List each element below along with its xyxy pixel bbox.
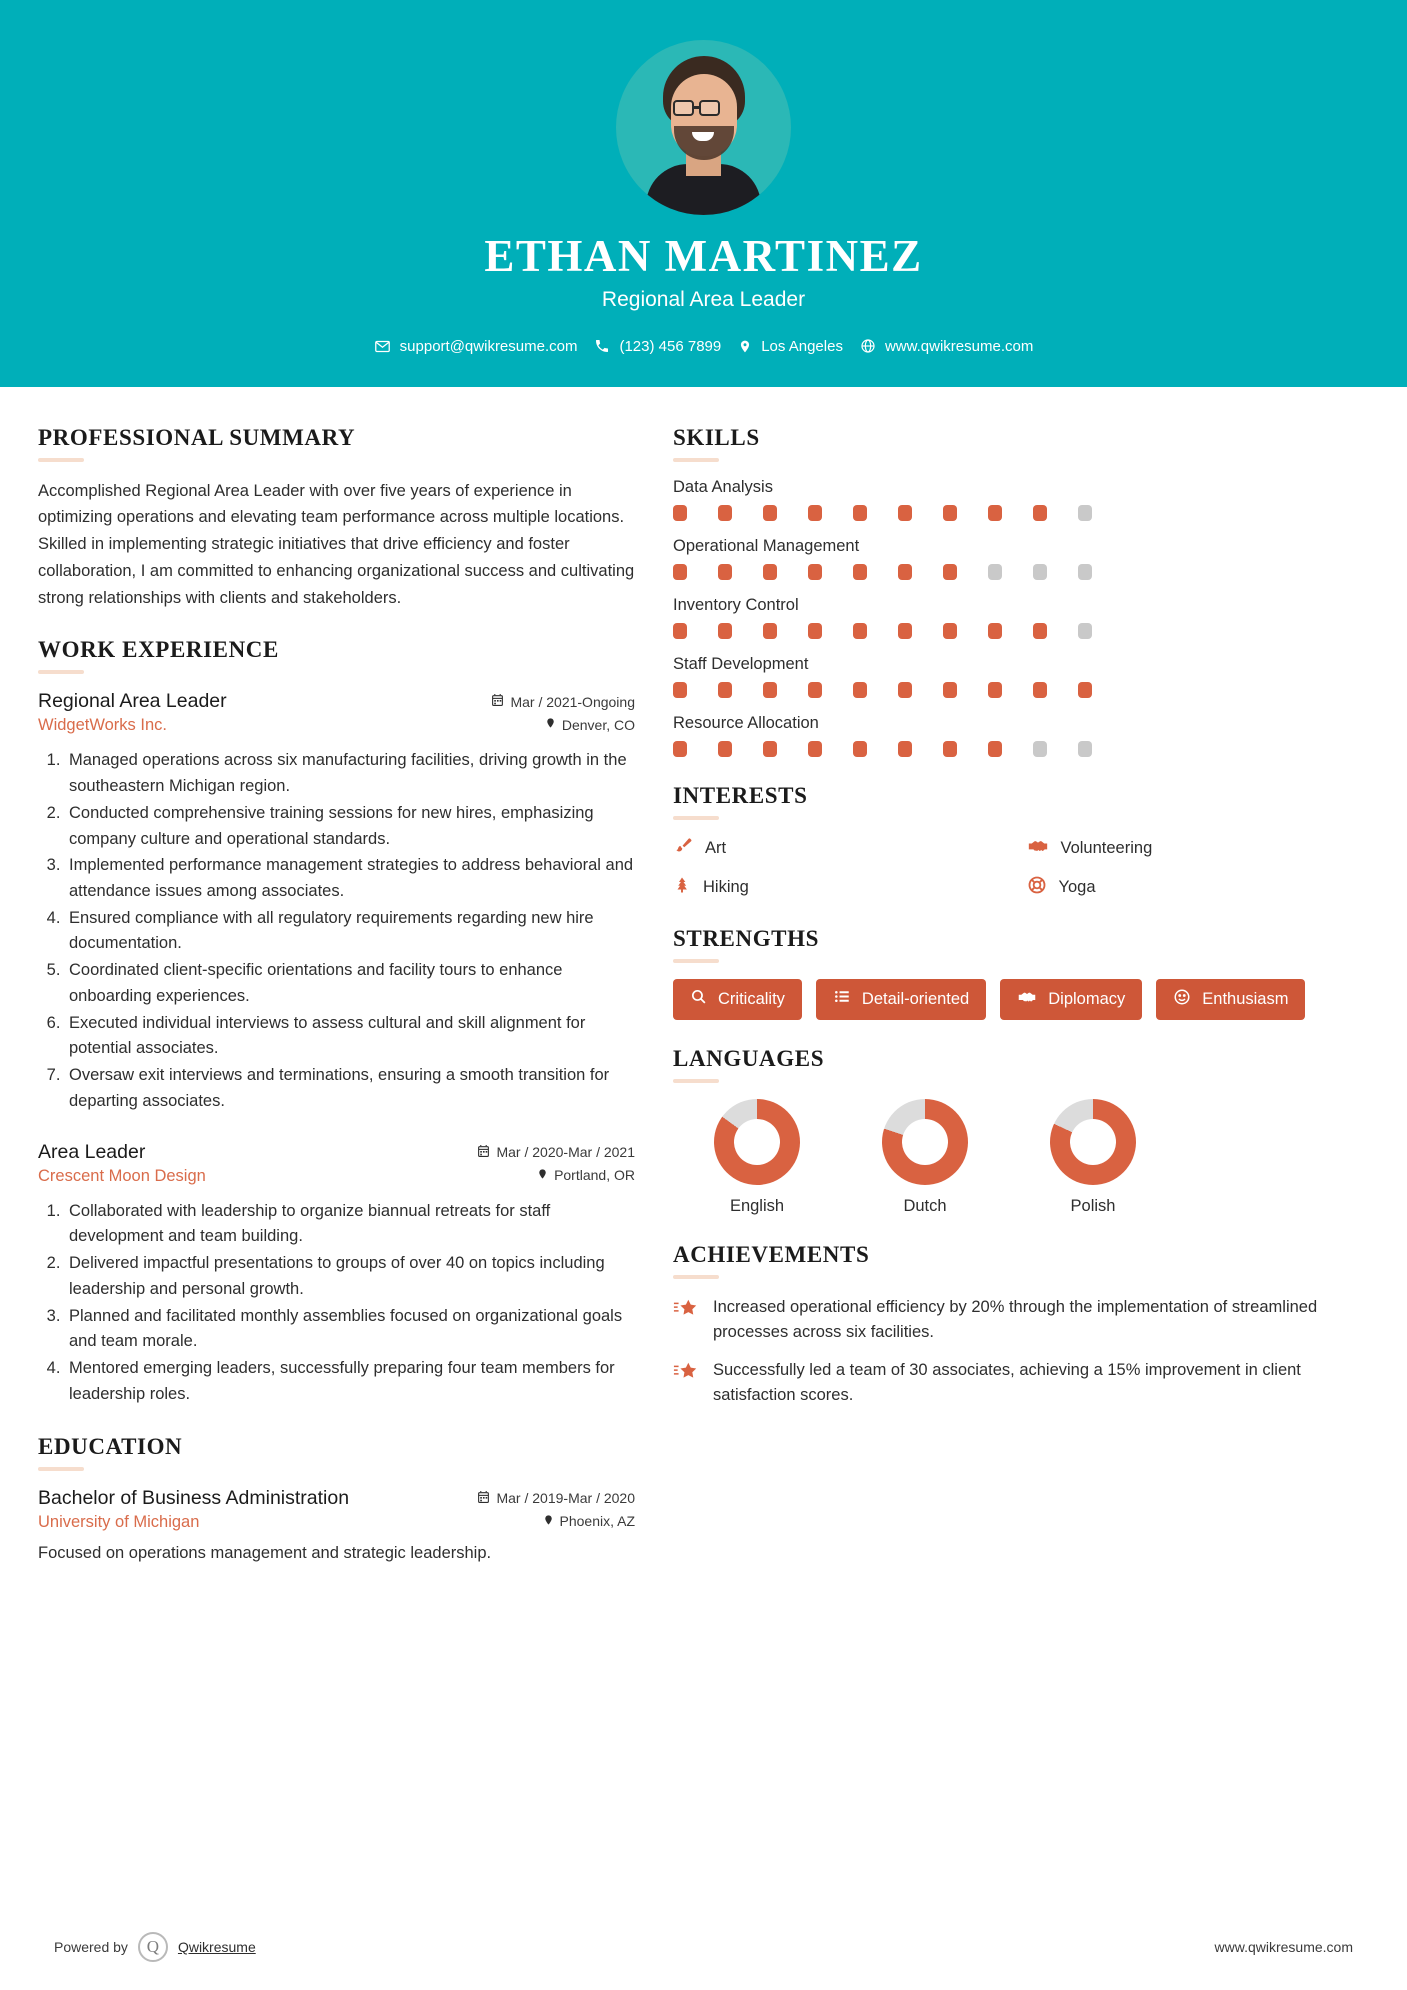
work-bullets: [38, 748, 635, 1114]
pin-icon: [738, 338, 752, 355]
skill-dot-filled: [988, 682, 1002, 698]
qwikresume-brand-link[interactable]: Qwikresume: [177, 1939, 256, 1955]
skill-dot-filled: [898, 623, 912, 639]
mail-icon: [374, 338, 391, 355]
skill-dot-filled: [808, 741, 822, 757]
achievement-text: Successfully led a team of 30 associates, achieving a 15% improvement in client satisfaction scores.: [713, 1361, 1301, 1404]
paintbrush-icon: [673, 836, 693, 861]
skill-label: Staff Development: [673, 654, 809, 673]
skill-dot-filled: [853, 623, 867, 639]
skill-dot-filled: [1033, 623, 1047, 639]
education-description: Focused on operations management and strategic leadership.: [38, 1543, 492, 1562]
work-company: WidgetWorks Inc.: [38, 716, 167, 735]
skill-dot-filled: [763, 682, 777, 698]
interest-label: Hiking: [703, 877, 749, 896]
skill-item: [673, 655, 1370, 698]
skill-rating: [673, 623, 1370, 639]
footer-website[interactable]: www.qwikresume.com: [1214, 1939, 1353, 1955]
skill-dot-filled: [853, 505, 867, 521]
contact-bar: [0, 338, 1407, 355]
skill-dot-filled: [898, 682, 912, 698]
list-item: 6. Executed individual interviews to assess cultural and skill alignment for potential associates.: [65, 1011, 635, 1062]
skill-label: Resource Allocation: [673, 713, 819, 732]
language-donut: [1050, 1099, 1136, 1185]
skill-dot-filled: [808, 682, 822, 698]
skill-dot-filled: [673, 623, 687, 639]
interest-item: [1027, 875, 1371, 900]
section-interests: [673, 783, 1370, 900]
skill-label: Inventory Control: [673, 595, 799, 614]
candidate-role: Regional Area Leader: [601, 287, 806, 311]
globe-icon: [860, 338, 876, 354]
education-degree: Bachelor of Business Administration: [38, 1486, 350, 1509]
achievement-item: [673, 1358, 1370, 1408]
left-column: [38, 425, 635, 1592]
phone-icon: [594, 338, 610, 354]
skill-dot-filled: [763, 505, 777, 521]
section-divider: [673, 1079, 719, 1083]
work-title: Regional Area Leader: [38, 690, 227, 713]
list-item: 1. Collaborated with leadership to organize biannual retreats for staff development and team building.: [65, 1199, 635, 1250]
skill-dot-filled: [853, 564, 867, 580]
list-item: 1. Managed operations across six manufacturing facilities, driving growth in the southeastern Michigan region.: [65, 748, 635, 799]
work-dates: [491, 693, 635, 710]
resume-body: [0, 387, 1407, 1592]
footer-powered-by-label: Powered by: [54, 1939, 128, 1955]
skill-dot-filled: [808, 505, 822, 521]
skill-dot-filled: [673, 505, 687, 521]
skill-dot-empty: [1078, 505, 1092, 521]
handshake-icon: [1017, 988, 1037, 1011]
contact-website[interactable]: [860, 338, 1033, 355]
list-item: 2. Conducted comprehensive training sessions for new hires, emphasizing company culture and operational standards.: [65, 801, 635, 852]
skill-dot-filled: [988, 623, 1002, 639]
contact-location[interactable]: [738, 338, 843, 355]
skill-dot-filled: [808, 564, 822, 580]
interest-item: [1027, 836, 1371, 861]
skill-dot-filled: [898, 505, 912, 521]
pin-icon: [543, 1513, 554, 1530]
resume-header: [0, 0, 1407, 387]
calendar-icon: [491, 693, 504, 710]
skill-dot-filled: [853, 741, 867, 757]
achievements-heading: ACHIEVEMENTS: [673, 1241, 870, 1267]
contact-phone[interactable]: [594, 338, 721, 355]
skill-dot-filled: [673, 741, 687, 757]
education-dates-text: Mar / 2019-Mar / 2020: [496, 1490, 635, 1506]
skill-dot-filled: [943, 505, 957, 521]
skill-dot-filled: [943, 623, 957, 639]
strength-badge: [1156, 979, 1305, 1020]
interest-label: Volunteering: [1060, 838, 1153, 857]
skill-dot-empty: [988, 564, 1002, 580]
summary-text: Accomplished Regional Area Leader with over five years of experience in optimizing operations and elevating team performance across multiple locations. Skilled in implementing strategic initiatives that drive efficiency and foster collaboration, I am committed to enhancing organizational success and cultivating strong relationships with clients and stakeholders.: [38, 481, 635, 607]
skill-label: Operational Management: [673, 536, 860, 555]
skill-dot-empty: [1078, 564, 1092, 580]
education-location-text: Phoenix, AZ: [559, 1513, 635, 1529]
section-achievements: [673, 1242, 1370, 1408]
work-title: Area Leader: [38, 1140, 146, 1163]
work-location: [545, 716, 635, 733]
work-heading: WORK EXPERIENCE: [38, 637, 279, 663]
interest-item: [673, 875, 1017, 900]
work-entry: [38, 690, 635, 1114]
education-heading: EDUCATION: [38, 1433, 183, 1459]
skill-dot-filled: [1033, 505, 1047, 521]
strength-badge: [673, 979, 802, 1020]
skill-item: [673, 537, 1370, 580]
skill-dot-filled: [988, 505, 1002, 521]
work-entry: [38, 1141, 635, 1408]
skill-dot-filled: [898, 741, 912, 757]
skill-dot-filled: [763, 623, 777, 639]
strength-badge: [816, 979, 986, 1020]
achievement-text: Increased operational efficiency by 20% through the implementation of streamlined processes across six facilities.: [713, 1297, 1318, 1341]
education-location: [543, 1513, 636, 1530]
education-school: University of Michigan: [38, 1512, 200, 1531]
section-divider: [673, 458, 719, 462]
skill-rating: [673, 505, 1370, 521]
contact-phone-text: (123) 456 7899: [619, 337, 722, 355]
calendar-icon: [477, 1490, 490, 1507]
list-item: 2. Delivered impactful presentations to groups of over 40 on topics including leadership and personal growth.: [65, 1251, 635, 1302]
list-icon: [833, 988, 851, 1010]
work-location-text: Denver, CO: [561, 716, 635, 733]
language-label: Polish: [1070, 1196, 1116, 1215]
skill-dot-filled: [718, 623, 732, 639]
pin-icon: [545, 716, 556, 733]
strength-badge: [1000, 979, 1142, 1020]
qwikresume-logo-icon: Q: [138, 1932, 168, 1962]
work-dates-text: Mar / 2021-Ongoing: [510, 693, 635, 710]
work-location: [537, 1167, 635, 1184]
pin-icon: [537, 1167, 548, 1184]
skill-item: [673, 714, 1370, 757]
candidate-name: ETHAN MARTINEZ: [484, 231, 923, 281]
skill-dot-filled: [1078, 682, 1092, 698]
list-item: 5. Coordinated client-specific orientations and facility tours to enhance onboarding experiences.: [65, 958, 635, 1009]
skill-dot-filled: [898, 564, 912, 580]
skill-dot-filled: [808, 623, 822, 639]
calendar-icon: [477, 1144, 490, 1161]
skill-dot-filled: [718, 682, 732, 698]
language-item: [673, 1099, 841, 1216]
skill-dot-empty: [1078, 623, 1092, 639]
list-item: 4. Mentored emerging leaders, successfully preparing four team members for leadership roles.: [65, 1356, 635, 1407]
skill-dot-filled: [943, 741, 957, 757]
lifebuoy-icon: [1027, 875, 1047, 900]
skill-rating: [673, 741, 1370, 757]
skill-dot-filled: [943, 564, 957, 580]
section-divider: [673, 816, 719, 820]
work-company: Crescent Moon Design: [38, 1166, 206, 1185]
work-dates-text: Mar / 2020-Mar / 2021: [496, 1144, 635, 1161]
list-item: 4. Ensured compliance with all regulatory requirements regarding new hire documentation.: [65, 906, 635, 957]
contact-location-text: Los Angeles: [761, 337, 843, 355]
tree-icon: [673, 875, 691, 900]
skill-dot-filled: [718, 505, 732, 521]
strength-label: Diplomacy: [1048, 989, 1126, 1008]
section-divider: [38, 1467, 84, 1471]
contact-website-text: www.qwikresume.com: [884, 337, 1034, 355]
skills-heading: SKILLS: [673, 424, 760, 450]
right-column: [673, 425, 1370, 1434]
list-item: 7. Oversaw exit interviews and terminations, ensuring a smooth transition for departing associates.: [65, 1063, 635, 1114]
education-dates: [477, 1490, 635, 1507]
skill-dot-filled: [763, 741, 777, 757]
skill-dot-filled: [718, 564, 732, 580]
interest-label: Yoga: [1058, 877, 1096, 896]
language-label: English: [729, 1196, 785, 1215]
smiley-icon: [1173, 988, 1191, 1011]
skill-dot-filled: [763, 564, 777, 580]
skill-dot-empty: [1033, 564, 1047, 580]
strength-label: Enthusiasm: [1202, 989, 1289, 1008]
strength-label: Criticality: [718, 989, 785, 1008]
section-divider: [38, 458, 84, 462]
skill-dot-empty: [1033, 741, 1047, 757]
section-work-experience: [38, 637, 635, 1407]
skill-label: Data Analysis: [673, 477, 773, 496]
skill-dot-filled: [1033, 682, 1047, 698]
skill-rating: [673, 564, 1370, 580]
avatar: [616, 40, 791, 215]
section-skills: [673, 425, 1370, 757]
section-education: [38, 1434, 635, 1567]
section-strengths: [673, 926, 1370, 1020]
strength-label: Detail-oriented: [861, 989, 970, 1008]
skill-dot-filled: [673, 564, 687, 580]
language-donut: [714, 1099, 800, 1185]
summary-heading: PROFESSIONAL SUMMARY: [38, 424, 356, 450]
interest-label: Art: [705, 838, 727, 857]
skill-item: [673, 478, 1370, 521]
interests-heading: INTERESTS: [673, 782, 808, 808]
search-icon: [690, 988, 707, 1010]
section-divider: [38, 670, 84, 674]
section-divider: [673, 959, 719, 963]
footer-brand: [54, 1932, 256, 1962]
work-dates: [477, 1144, 635, 1161]
languages-heading: LANGUAGES: [673, 1045, 825, 1071]
language-item: [841, 1099, 1009, 1216]
section-professional-summary: [38, 425, 635, 612]
strengths-heading: STRENGTHS: [673, 925, 820, 951]
education-entry: [38, 1487, 635, 1567]
star-icon: [673, 1358, 699, 1389]
achievement-item: [673, 1295, 1370, 1345]
language-item: [1009, 1099, 1177, 1216]
interest-item: [673, 836, 1017, 861]
work-bullets: [38, 1199, 635, 1408]
language-label: Dutch: [903, 1196, 947, 1215]
star-icon: [673, 1295, 699, 1326]
work-location-text: Portland, OR: [554, 1167, 635, 1184]
skill-item: [673, 596, 1370, 639]
list-item: 3. Planned and facilitated monthly assemblies focused on organizational goals and team morale.: [65, 1304, 635, 1355]
skill-dot-filled: [943, 682, 957, 698]
skill-dot-filled: [853, 682, 867, 698]
resume-footer: [0, 1904, 1407, 1990]
contact-email-text: support@qwikresume.com: [399, 337, 578, 355]
skill-dot-empty: [1078, 741, 1092, 757]
list-item: 3. Implemented performance management strategies to address behavioral and attendance issues among associates.: [65, 853, 635, 904]
section-languages: [673, 1046, 1370, 1216]
skill-dot-filled: [988, 741, 1002, 757]
skill-dot-filled: [673, 682, 687, 698]
language-donut: [882, 1099, 968, 1185]
contact-email[interactable]: [374, 338, 578, 355]
skill-rating: [673, 682, 1370, 698]
handshake-icon: [1027, 836, 1049, 861]
skill-dot-filled: [718, 741, 732, 757]
section-divider: [673, 1275, 719, 1279]
